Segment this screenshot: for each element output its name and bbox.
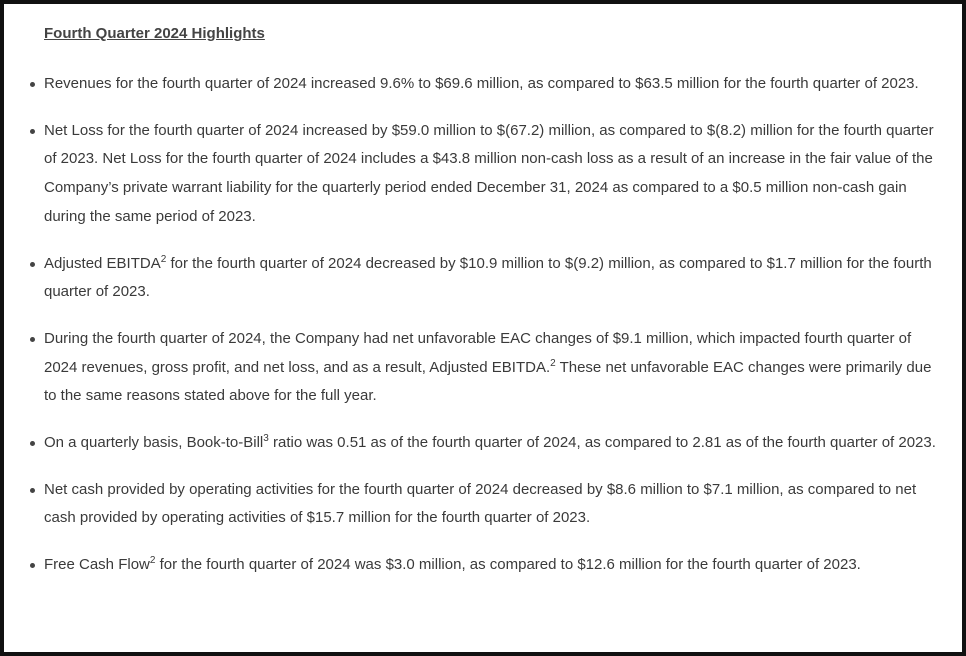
footnote-marker: 2 <box>149 555 156 567</box>
bullet-text: Free Cash Flow <box>44 556 150 574</box>
bullet-text: for the fourth quarter of 2024 decreased by $10.9 million to $(9.2) million, as compared to $1.7 million for the fourth quarter of 2023. <box>44 254 932 301</box>
section-heading: Fourth Quarter 2024 Highlights <box>44 25 265 42</box>
highlights-list <box>29 70 940 580</box>
bullet-text: Net cash provided by operating activities for the fourth quarter of 2024 decreased by $8.6 million to $7.1 million, as compared to net cash provided by operating activities of $15.7 million for the fourth quarter of 2023. <box>44 480 917 527</box>
list-item <box>29 476 940 533</box>
bullet-text: On a quarterly basis, Book-to-Bill <box>44 434 264 452</box>
footnote-marker: 2 <box>160 253 167 265</box>
bullet-text: During the fourth quarter of 2024, the Company had net unfavorable EAC changes of $9.1 million, which impacted fourth quarter of 2024 revenues, gross profit, and net loss, and as a result, Adjusted EBITDA. <box>44 329 912 376</box>
bullet-text: Revenues for the fourth quarter of 2024 increased 9.6% to $69.6 million, as compared to $63.5 million for the fourth quarter of 2023. <box>44 75 919 92</box>
list-item <box>29 117 940 232</box>
bullet-text: ratio was 0.51 as of the fourth quarter of 2024, as compared to 2.81 as of the fourth quarter of 2023. <box>268 434 936 452</box>
list-item <box>29 70 940 99</box>
list-item <box>29 250 940 307</box>
bullet-text: Adjusted EBITDA <box>44 254 161 272</box>
bullet-text: Net Loss for the fourth quarter of 2024 increased by $59.0 million to $(67.2) million, as compared to $(8.2) million for the fourth quarter of 2023. Net Loss for the fourth quarter of 2024 includes a $43.8 million non-cash loss as a result of an increase in the fair value of the Company’s private warrant liability for the quarterly period ended December 31, 2024 as compared to a $0.5 million non-cash gain during the same period of 2023. <box>44 121 934 225</box>
bullet-text: These net unfavorable EAC changes were primarily due to the same reasons stated above for the full year. <box>44 358 932 405</box>
list-item <box>29 429 940 458</box>
footnote-marker: 2 <box>550 357 556 369</box>
list-item <box>29 551 940 580</box>
list-item <box>29 325 940 411</box>
bullet-text: for the fourth quarter of 2024 was $3.0 million, as compared to $12.6 million for the fourth quarter of 2023. <box>155 556 861 574</box>
footnote-marker: 3 <box>263 433 269 445</box>
